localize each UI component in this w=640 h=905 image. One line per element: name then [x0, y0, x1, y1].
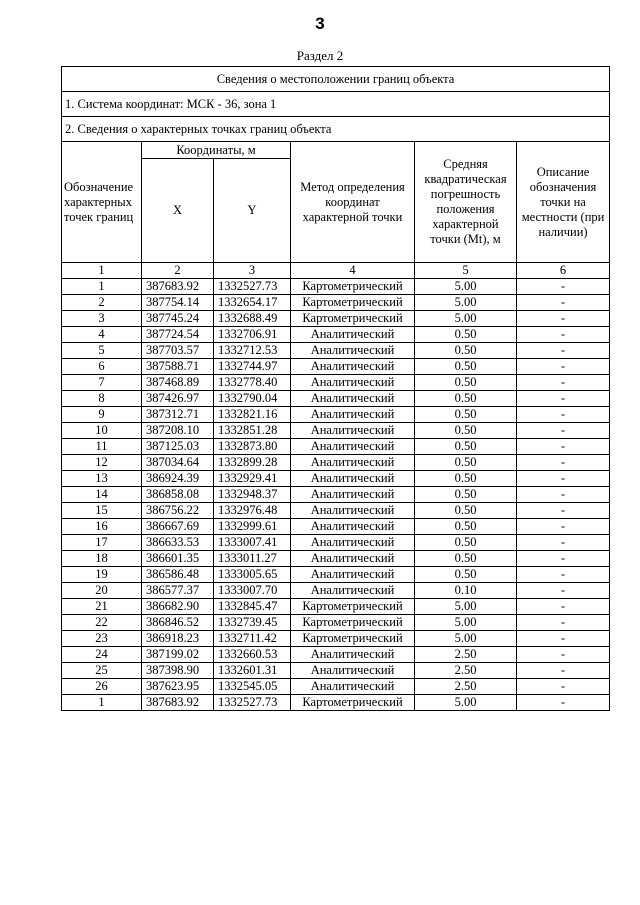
table-row — [62, 295, 610, 311]
description: - — [517, 439, 610, 455]
x-coordinate: 387199.02 — [142, 647, 214, 663]
table-title: Сведения о местоположении границ объекта — [62, 67, 610, 92]
description: - — [517, 471, 610, 487]
column-number: 6 — [517, 263, 610, 279]
table-row — [62, 695, 610, 711]
error-value: 0.50 — [415, 391, 517, 407]
y-coordinate: 1332527.73 — [214, 695, 291, 711]
method: Картометрический — [291, 599, 415, 615]
method: Аналитический — [291, 519, 415, 535]
boundary-points-table — [61, 66, 610, 711]
table-row — [62, 359, 610, 375]
point-number: 26 — [62, 679, 142, 695]
description: - — [517, 663, 610, 679]
x-coordinate: 387745.24 — [142, 311, 214, 327]
description: - — [517, 295, 610, 311]
point-number: 23 — [62, 631, 142, 647]
description: - — [517, 343, 610, 359]
description: - — [517, 423, 610, 439]
y-coordinate: 1332660.53 — [214, 647, 291, 663]
point-number: 1 — [62, 279, 142, 295]
table-row — [62, 311, 610, 327]
method: Аналитический — [291, 375, 415, 391]
point-number: 8 — [62, 391, 142, 407]
error-value: 0.50 — [415, 455, 517, 471]
x-coordinate: 386633.53 — [142, 535, 214, 551]
point-number: 1 — [62, 695, 142, 711]
description: - — [517, 647, 610, 663]
description: - — [517, 551, 610, 567]
error-value: 5.00 — [415, 615, 517, 631]
point-number: 17 — [62, 535, 142, 551]
y-coordinate: 1332999.61 — [214, 519, 291, 535]
error-value: 0.50 — [415, 327, 517, 343]
table-row — [62, 439, 610, 455]
point-number: 13 — [62, 471, 142, 487]
point-number: 6 — [62, 359, 142, 375]
table-row — [62, 647, 610, 663]
column-number: 3 — [214, 263, 291, 279]
error-value: 0.50 — [415, 487, 517, 503]
description: - — [517, 279, 610, 295]
method: Аналитический — [291, 423, 415, 439]
point-number: 24 — [62, 647, 142, 663]
error-value: 5.00 — [415, 295, 517, 311]
method: Аналитический — [291, 551, 415, 567]
method: Аналитический — [291, 487, 415, 503]
point-number: 19 — [62, 567, 142, 583]
column-number: 4 — [291, 263, 415, 279]
point-number: 10 — [62, 423, 142, 439]
error-value: 0.50 — [415, 503, 517, 519]
x-coordinate: 386667.69 — [142, 519, 214, 535]
error-value: 5.00 — [415, 631, 517, 647]
method: Картометрический — [291, 279, 415, 295]
method: Картометрический — [291, 311, 415, 327]
method: Картометрический — [291, 295, 415, 311]
header-designation: Обозначение характерных точек границ — [62, 142, 142, 263]
table-row — [62, 343, 610, 359]
header-description: Описание обозначения точки на местности (при наличии) — [517, 142, 610, 263]
error-value: 0.50 — [415, 359, 517, 375]
x-coordinate: 386918.23 — [142, 631, 214, 647]
table-row — [62, 327, 610, 343]
table-row — [62, 663, 610, 679]
section-title: Раздел 2 — [296, 48, 344, 63]
description: - — [517, 567, 610, 583]
x-coordinate: 387724.54 — [142, 327, 214, 343]
y-coordinate: 1332712.53 — [214, 343, 291, 359]
table-row — [62, 391, 610, 407]
error-value: 0.50 — [415, 551, 517, 567]
table-row — [62, 471, 610, 487]
x-coordinate: 387398.90 — [142, 663, 214, 679]
description: - — [517, 519, 610, 535]
header-y: Y — [214, 159, 291, 263]
point-number: 16 — [62, 519, 142, 535]
error-value: 2.50 — [415, 647, 517, 663]
table-row — [62, 519, 610, 535]
description: - — [517, 455, 610, 471]
x-coordinate: 387588.71 — [142, 359, 214, 375]
method: Аналитический — [291, 455, 415, 471]
x-coordinate: 387208.10 — [142, 423, 214, 439]
page-number: 3 — [315, 14, 325, 33]
point-number: 12 — [62, 455, 142, 471]
y-coordinate: 1332845.47 — [214, 599, 291, 615]
y-coordinate: 1332527.73 — [214, 279, 291, 295]
column-number: 2 — [142, 263, 214, 279]
y-coordinate: 1332545.05 — [214, 679, 291, 695]
error-value: 0.50 — [415, 407, 517, 423]
x-coordinate: 386577.37 — [142, 583, 214, 599]
x-coordinate: 387623.95 — [142, 679, 214, 695]
y-coordinate: 1332929.41 — [214, 471, 291, 487]
method: Аналитический — [291, 503, 415, 519]
header-method: Метод определения координат характерной точки — [291, 142, 415, 263]
error-value: 0.50 — [415, 535, 517, 551]
table-row — [62, 503, 610, 519]
point-number: 5 — [62, 343, 142, 359]
method: Аналитический — [291, 567, 415, 583]
x-coordinate: 387683.92 — [142, 279, 214, 295]
error-value: 5.00 — [415, 279, 517, 295]
table-row — [62, 455, 610, 471]
column-number: 5 — [415, 263, 517, 279]
method: Аналитический — [291, 327, 415, 343]
y-coordinate: 1332976.48 — [214, 503, 291, 519]
description: - — [517, 631, 610, 647]
point-number: 21 — [62, 599, 142, 615]
method: Аналитический — [291, 583, 415, 599]
y-coordinate: 1332744.97 — [214, 359, 291, 375]
error-value: 0.50 — [415, 567, 517, 583]
description: - — [517, 375, 610, 391]
error-value: 5.00 — [415, 599, 517, 615]
error-value: 0.50 — [415, 423, 517, 439]
point-number: 3 — [62, 311, 142, 327]
error-value: 0.50 — [415, 343, 517, 359]
table-row — [62, 615, 610, 631]
x-coordinate: 387754.14 — [142, 295, 214, 311]
method: Аналитический — [291, 471, 415, 487]
x-coordinate: 386846.52 — [142, 615, 214, 631]
y-coordinate: 1332711.42 — [214, 631, 291, 647]
point-number: 7 — [62, 375, 142, 391]
description: - — [517, 695, 610, 711]
table-row — [62, 551, 610, 567]
table-row — [62, 375, 610, 391]
y-coordinate: 1332851.28 — [214, 423, 291, 439]
x-coordinate: 387468.89 — [142, 375, 214, 391]
y-coordinate: 1333011.27 — [214, 551, 291, 567]
method: Аналитический — [291, 647, 415, 663]
point-number: 11 — [62, 439, 142, 455]
header-x: X — [142, 159, 214, 263]
method: Аналитический — [291, 535, 415, 551]
y-coordinate: 1333007.41 — [214, 535, 291, 551]
point-number: 14 — [62, 487, 142, 503]
table-row — [62, 679, 610, 695]
description: - — [517, 359, 610, 375]
coordinate-system: 1. Система координат: МСК - 36, зона 1 — [62, 92, 610, 117]
description: - — [517, 583, 610, 599]
method: Аналитический — [291, 663, 415, 679]
error-value: 0.50 — [415, 439, 517, 455]
error-value: 5.00 — [415, 311, 517, 327]
method: Аналитический — [291, 343, 415, 359]
table-row — [62, 599, 610, 615]
y-coordinate: 1333007.70 — [214, 583, 291, 599]
point-number: 22 — [62, 615, 142, 631]
description: - — [517, 311, 610, 327]
table-row — [62, 279, 610, 295]
table-row — [62, 423, 610, 439]
y-coordinate: 1332899.28 — [214, 455, 291, 471]
method: Аналитический — [291, 679, 415, 695]
point-number: 2 — [62, 295, 142, 311]
y-coordinate: 1333005.65 — [214, 567, 291, 583]
y-coordinate: 1332601.31 — [214, 663, 291, 679]
x-coordinate: 387034.64 — [142, 455, 214, 471]
x-coordinate: 386682.90 — [142, 599, 214, 615]
column-number-row — [62, 263, 610, 279]
x-coordinate: 386858.08 — [142, 487, 214, 503]
y-coordinate: 1332790.04 — [214, 391, 291, 407]
error-value: 0.50 — [415, 471, 517, 487]
x-coordinate: 386586.48 — [142, 567, 214, 583]
description: - — [517, 535, 610, 551]
table-row — [62, 407, 610, 423]
y-coordinate: 1332654.17 — [214, 295, 291, 311]
header-coordinates: Координаты, м — [142, 142, 291, 159]
description: - — [517, 503, 610, 519]
error-value: 2.50 — [415, 679, 517, 695]
table-row — [62, 535, 610, 551]
point-number: 25 — [62, 663, 142, 679]
y-coordinate: 1332873.80 — [214, 439, 291, 455]
header-error: Средняя квадратическая погрешность положения характерной точки (Mt), м — [415, 142, 517, 263]
description: - — [517, 407, 610, 423]
x-coordinate: 387125.03 — [142, 439, 214, 455]
table-row — [62, 487, 610, 503]
x-coordinate: 386756.22 — [142, 503, 214, 519]
column-number: 1 — [62, 263, 142, 279]
point-number: 9 — [62, 407, 142, 423]
error-value: 0.50 — [415, 519, 517, 535]
table-row — [62, 583, 610, 599]
method: Аналитический — [291, 439, 415, 455]
error-value: 0.50 — [415, 375, 517, 391]
x-coordinate: 386601.35 — [142, 551, 214, 567]
y-coordinate: 1332948.37 — [214, 487, 291, 503]
method: Аналитический — [291, 407, 415, 423]
description: - — [517, 327, 610, 343]
y-coordinate: 1332778.40 — [214, 375, 291, 391]
error-value: 5.00 — [415, 695, 517, 711]
y-coordinate: 1332688.49 — [214, 311, 291, 327]
description: - — [517, 679, 610, 695]
point-number: 20 — [62, 583, 142, 599]
y-coordinate: 1332706.91 — [214, 327, 291, 343]
description: - — [517, 487, 610, 503]
description: - — [517, 615, 610, 631]
method: Картометрический — [291, 615, 415, 631]
description: - — [517, 599, 610, 615]
table-row — [62, 567, 610, 583]
x-coordinate: 387312.71 — [142, 407, 214, 423]
x-coordinate: 387683.92 — [142, 695, 214, 711]
method: Картометрический — [291, 631, 415, 647]
error-value: 2.50 — [415, 663, 517, 679]
x-coordinate: 387703.57 — [142, 343, 214, 359]
method: Аналитический — [291, 359, 415, 375]
y-coordinate: 1332739.45 — [214, 615, 291, 631]
description: - — [517, 391, 610, 407]
point-number: 18 — [62, 551, 142, 567]
error-value: 0.10 — [415, 583, 517, 599]
method: Аналитический — [291, 391, 415, 407]
table-row — [62, 631, 610, 647]
x-coordinate: 387426.97 — [142, 391, 214, 407]
method: Картометрический — [291, 695, 415, 711]
points-heading: 2. Сведения о характерных точках границ объекта — [62, 117, 610, 142]
point-number: 15 — [62, 503, 142, 519]
x-coordinate: 386924.39 — [142, 471, 214, 487]
y-coordinate: 1332821.16 — [214, 407, 291, 423]
point-number: 4 — [62, 327, 142, 343]
